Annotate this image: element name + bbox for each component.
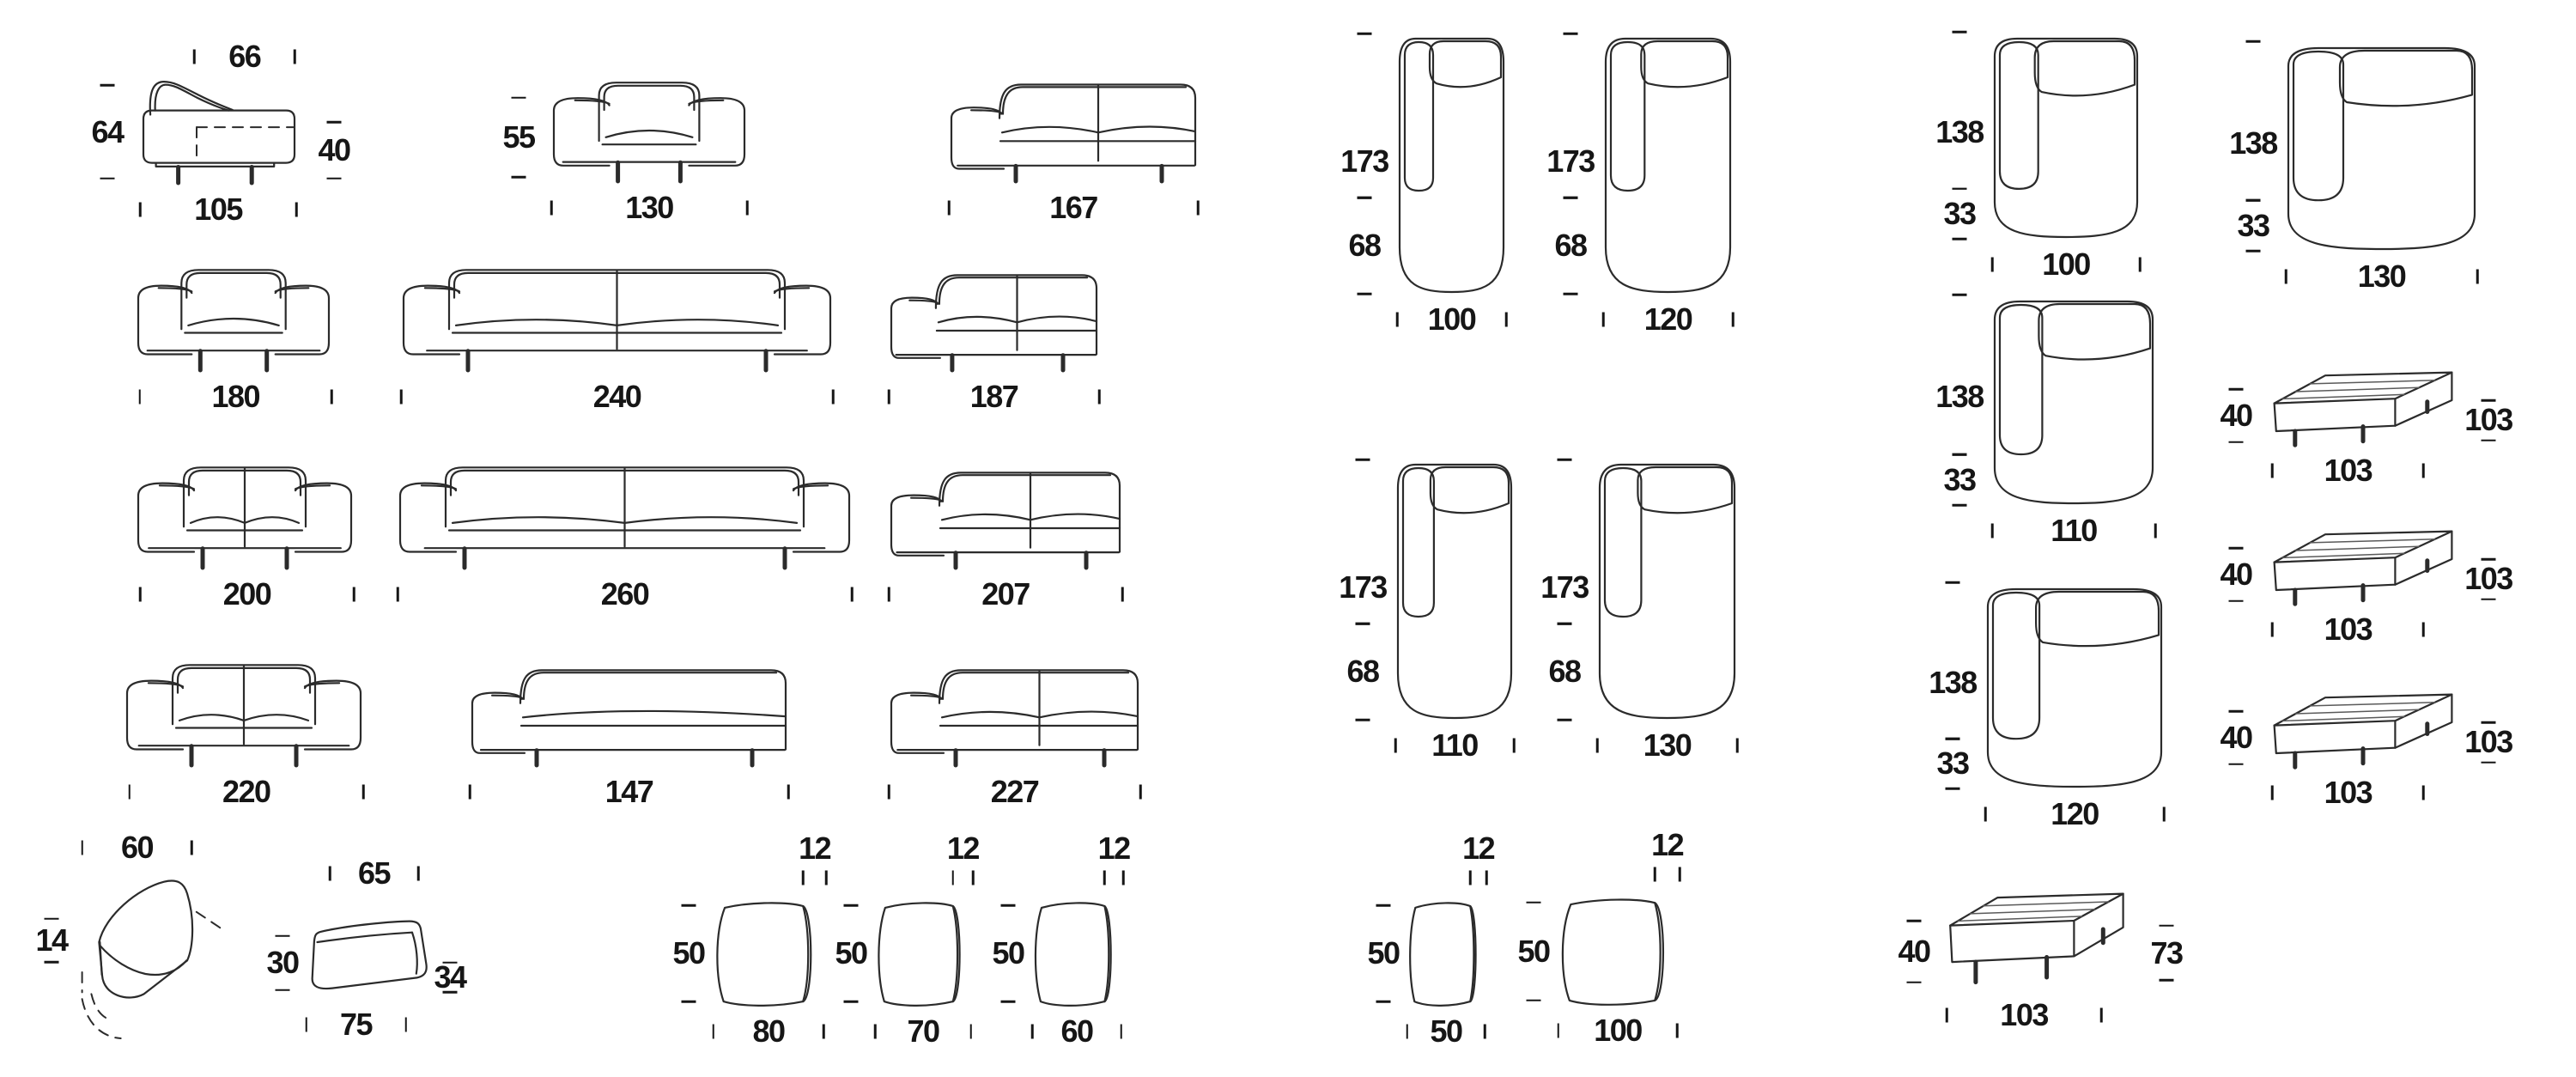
dimension-label: 180 bbox=[211, 379, 260, 414]
dimension-tick bbox=[139, 587, 142, 602]
dimension-tick bbox=[2482, 721, 2496, 724]
dimension-tick bbox=[2422, 786, 2425, 800]
dimension-tick bbox=[2160, 979, 2174, 982]
side-profile-sofa-drawing bbox=[140, 79, 300, 184]
dimension-tick bbox=[100, 178, 115, 180]
dimension-tick bbox=[2246, 250, 2261, 253]
dimension-label: 173 bbox=[1540, 569, 1589, 605]
dimension-tick bbox=[2271, 786, 2274, 800]
dimension-label: 40 bbox=[318, 132, 350, 167]
dimension-tick bbox=[1953, 188, 1967, 191]
dimension-label: 12 bbox=[799, 831, 831, 866]
dimension-tick bbox=[2154, 524, 2157, 538]
dimension-tick bbox=[1376, 1001, 1391, 1003]
dimension-tick bbox=[2246, 199, 2261, 202]
dimension-tick bbox=[682, 904, 696, 907]
dimension-tick bbox=[1984, 807, 1987, 822]
dimension-tick bbox=[823, 1025, 825, 1039]
dimension-tick bbox=[1991, 258, 1994, 272]
dimension-label: 65 bbox=[357, 855, 391, 891]
dimension-tick bbox=[2271, 464, 2274, 478]
dimension-label: 33 bbox=[2237, 207, 2269, 243]
corner-module-110-drawing bbox=[1992, 299, 2155, 505]
dimension-tick bbox=[1946, 581, 1960, 584]
dimension-tick bbox=[1953, 238, 1967, 240]
dimension-label: 103 bbox=[2464, 402, 2512, 438]
dimension-label: 103 bbox=[2000, 997, 2048, 1032]
dimension-label: 55 bbox=[502, 119, 535, 155]
dimension-tick bbox=[2482, 599, 2496, 601]
chaise-module-100-drawing bbox=[1397, 36, 1506, 294]
chaise-module-110-drawing bbox=[1395, 462, 1514, 720]
dimension-tick bbox=[874, 1025, 877, 1039]
sofa-220 bbox=[125, 661, 363, 766]
dimension-label: 110 bbox=[1431, 727, 1478, 763]
dimension-tick bbox=[825, 871, 828, 885]
dimension-label: 103 bbox=[2464, 724, 2512, 760]
dimension-tick bbox=[1564, 197, 1578, 199]
dimension-tick bbox=[1485, 871, 1488, 885]
dimension-tick bbox=[1505, 313, 1508, 327]
dimension-label: 130 bbox=[2357, 259, 2406, 294]
dimension-tick bbox=[1197, 201, 1200, 216]
dimension-tick bbox=[1991, 524, 1994, 538]
dimension-tick bbox=[1527, 901, 1541, 904]
dimension-tick bbox=[2285, 270, 2287, 284]
back-cushion-60 bbox=[1030, 900, 1123, 1009]
dimension-tick bbox=[1564, 33, 1578, 35]
dimension-label: 130 bbox=[1643, 727, 1692, 763]
dimension-tick bbox=[294, 50, 296, 64]
open-end-module-187 bbox=[889, 266, 1099, 371]
sofa-180-drawing bbox=[136, 266, 331, 371]
dimension-label: 50 bbox=[835, 935, 867, 971]
dimension-tick bbox=[128, 785, 131, 800]
dimension-label: 147 bbox=[605, 774, 653, 809]
dimension-tick bbox=[1396, 313, 1399, 327]
dimension-tick bbox=[305, 1018, 307, 1032]
dimension-label: 173 bbox=[1340, 143, 1388, 180]
dimension-label: 103 bbox=[2324, 612, 2372, 647]
dimension-tick bbox=[1394, 739, 1397, 753]
dimension-label: 66 bbox=[228, 39, 261, 74]
dimension-tick bbox=[1946, 788, 1960, 790]
dimension-tick bbox=[329, 867, 331, 881]
dimension-label: 100 bbox=[1427, 301, 1476, 337]
dimension-tick bbox=[1953, 294, 1967, 296]
dimension-tick bbox=[397, 587, 399, 602]
dimension-tick bbox=[2229, 388, 2244, 391]
back-cushion-75 bbox=[305, 916, 429, 996]
dimension-tick bbox=[45, 961, 59, 964]
dimension-tick bbox=[1358, 197, 1372, 199]
dimension-tick bbox=[362, 785, 365, 800]
dimension-tick bbox=[969, 1025, 972, 1039]
dimension-tick bbox=[276, 934, 290, 937]
dimension-tick bbox=[331, 390, 333, 405]
dimension-tick bbox=[888, 785, 890, 800]
back-cushion-80-drawing bbox=[711, 900, 826, 1009]
dimension-tick bbox=[81, 841, 83, 855]
dimension-label: 60 bbox=[120, 830, 154, 865]
dimension-tick bbox=[1564, 293, 1578, 295]
ottoman-103-middle bbox=[2269, 528, 2458, 605]
dimension-label: 12 bbox=[1462, 831, 1495, 866]
dimension-label: 68 bbox=[1348, 228, 1381, 264]
dimension-label: 50 bbox=[992, 935, 1024, 971]
back-cushion-100-drawing bbox=[1556, 897, 1680, 1008]
dimension-tick bbox=[2229, 441, 2244, 443]
corner-module-130-drawing bbox=[2286, 46, 2477, 251]
dimension-tick bbox=[353, 587, 355, 602]
dimension-label: 120 bbox=[1643, 301, 1692, 337]
dimension-label: 138 bbox=[1935, 379, 1984, 415]
dimension-tick bbox=[1098, 390, 1101, 405]
dimension-tick bbox=[1139, 785, 1142, 800]
dimension-tick bbox=[746, 201, 749, 216]
dimension-label: 50 bbox=[1367, 935, 1400, 971]
dimension-tick bbox=[948, 201, 951, 216]
back-cushion-50-drawing bbox=[1406, 900, 1486, 1009]
dimension-tick bbox=[1732, 313, 1735, 327]
side-profile-sofa bbox=[140, 79, 300, 184]
armchair-130 bbox=[551, 79, 747, 182]
dimension-label: 173 bbox=[1339, 569, 1387, 605]
dimension-tick bbox=[2160, 924, 2174, 927]
dimension-tick bbox=[512, 96, 526, 99]
open-end-module-207-drawing bbox=[889, 464, 1122, 569]
dimension-tick bbox=[1953, 31, 1967, 33]
dimension-label: 103 bbox=[2324, 453, 2372, 488]
dimension-label: 80 bbox=[752, 1013, 785, 1049]
dimension-label: 220 bbox=[222, 774, 270, 809]
dimension-tick bbox=[1558, 623, 1572, 625]
sofa-180 bbox=[136, 266, 331, 371]
open-end-module-207 bbox=[889, 464, 1122, 569]
corner-module-100 bbox=[1992, 36, 2140, 239]
dimension-tick bbox=[1946, 738, 1960, 740]
dimension-label: 40 bbox=[1898, 933, 1930, 969]
dimension-label: 75 bbox=[339, 1007, 373, 1042]
back-cushion-80 bbox=[711, 900, 826, 1009]
dimension-label: 120 bbox=[2050, 796, 2099, 831]
dimension-tick bbox=[193, 50, 196, 64]
dimension-tick bbox=[1558, 459, 1572, 461]
dimension-label: 68 bbox=[1346, 654, 1379, 690]
dimension-tick bbox=[2163, 807, 2166, 822]
headrest-60 bbox=[79, 872, 234, 1039]
corner-module-110 bbox=[1992, 299, 2155, 505]
corner-module-130 bbox=[2286, 46, 2477, 251]
dimension-tick bbox=[1122, 871, 1125, 885]
open-end-module-187-drawing bbox=[889, 266, 1099, 371]
ottoman-103-bottom-drawing bbox=[2269, 691, 2458, 769]
dimension-tick bbox=[2482, 558, 2496, 561]
dimension-tick bbox=[417, 867, 420, 881]
dimension-label: 12 bbox=[1097, 831, 1130, 866]
dimension-label: 50 bbox=[1430, 1013, 1462, 1049]
dimension-tick bbox=[1736, 739, 1739, 753]
chaise-module-110 bbox=[1395, 462, 1514, 720]
dimension-label: 240 bbox=[592, 379, 641, 414]
dimension-tick bbox=[851, 587, 854, 602]
dimension-tick bbox=[1121, 1025, 1123, 1039]
dimension-tick bbox=[1001, 904, 1016, 907]
back-cushion-70-drawing bbox=[873, 900, 973, 1009]
dimension-tick bbox=[1356, 459, 1370, 461]
dimension-tick bbox=[2422, 623, 2425, 637]
dimension-label: 14 bbox=[35, 922, 68, 958]
dimension-tick bbox=[295, 203, 298, 217]
dimension-tick bbox=[404, 1018, 407, 1032]
dimension-label: 60 bbox=[1060, 1013, 1093, 1049]
dimension-tick bbox=[191, 841, 193, 855]
chaise-module-130 bbox=[1597, 462, 1737, 720]
dimension-tick bbox=[1596, 739, 1599, 753]
sofa-240-drawing bbox=[401, 266, 833, 371]
sofa-220-drawing bbox=[125, 661, 363, 766]
dimension-tick bbox=[802, 871, 805, 885]
dimension-tick bbox=[1558, 719, 1572, 721]
dimension-tick bbox=[1031, 1025, 1034, 1039]
dimension-tick bbox=[327, 178, 342, 180]
dimension-label: 103 bbox=[2464, 561, 2512, 597]
dimension-label: 33 bbox=[1943, 196, 1976, 231]
dimension-tick bbox=[2476, 270, 2479, 284]
dimension-tick bbox=[1513, 739, 1516, 753]
dimension-tick bbox=[1376, 904, 1391, 907]
dimension-label: 40 bbox=[2220, 398, 2252, 433]
open-end-module-147 bbox=[470, 661, 788, 766]
dimension-tick bbox=[2422, 464, 2425, 478]
corner-module-120 bbox=[1985, 587, 2164, 788]
dimension-tick bbox=[1527, 1000, 1541, 1002]
dimension-label: 73 bbox=[2150, 934, 2183, 971]
bench-103 bbox=[1947, 889, 2129, 985]
sofa-200 bbox=[136, 464, 354, 569]
open-end-module-167 bbox=[949, 76, 1198, 182]
dimension-tick bbox=[832, 390, 835, 405]
dimension-tick bbox=[1358, 293, 1372, 295]
sofa-260 bbox=[398, 464, 852, 569]
dimension-tick bbox=[1001, 1001, 1016, 1003]
dimension-tick bbox=[1676, 1024, 1679, 1038]
dimension-tick bbox=[2482, 762, 2496, 764]
back-cushion-60-drawing bbox=[1030, 900, 1123, 1009]
dimension-tick bbox=[1907, 920, 1922, 922]
sofa-200-drawing bbox=[136, 464, 354, 569]
dimension-label: 260 bbox=[600, 576, 649, 612]
dimension-tick bbox=[2229, 710, 2244, 713]
corner-module-100-drawing bbox=[1992, 36, 2140, 239]
dimension-tick bbox=[1953, 453, 1967, 456]
open-end-module-167-drawing bbox=[949, 76, 1198, 182]
dimension-tick bbox=[888, 587, 890, 602]
dimension-tick bbox=[2229, 763, 2244, 765]
dimension-tick bbox=[400, 390, 403, 405]
dimension-tick bbox=[1654, 867, 1656, 882]
dimension-tick bbox=[512, 176, 526, 179]
dimension-label: 40 bbox=[2220, 720, 2252, 755]
dimension-label: 50 bbox=[1517, 933, 1550, 969]
dimension-tick bbox=[2482, 440, 2496, 442]
dimension-tick bbox=[1953, 504, 1967, 507]
dimension-tick bbox=[327, 121, 342, 124]
chaise-module-120-drawing bbox=[1603, 36, 1733, 294]
chaise-module-100 bbox=[1397, 36, 1506, 294]
dimension-label: 70 bbox=[907, 1013, 939, 1049]
dimension-tick bbox=[1602, 313, 1605, 327]
dimension-tick bbox=[139, 203, 142, 217]
sofa-240 bbox=[401, 266, 833, 371]
dimension-label: 227 bbox=[990, 774, 1039, 809]
back-cushion-70 bbox=[873, 900, 973, 1009]
dimension-label: 173 bbox=[1546, 143, 1595, 180]
headrest-60-drawing bbox=[79, 872, 234, 1039]
dimension-tick bbox=[100, 84, 115, 87]
dimension-tick bbox=[550, 201, 553, 216]
bench-103-drawing bbox=[1947, 889, 2129, 985]
dimension-tick bbox=[276, 989, 290, 991]
dimension-tick bbox=[2482, 399, 2496, 402]
ottoman-103-top bbox=[2269, 369, 2458, 447]
dimension-label: 110 bbox=[2050, 513, 2097, 548]
dimension-label: 130 bbox=[625, 190, 673, 225]
dimension-label: 138 bbox=[2229, 125, 2277, 161]
dimension-tick bbox=[1469, 871, 1472, 885]
back-cushion-50 bbox=[1406, 900, 1486, 1009]
dimension-tick bbox=[787, 785, 790, 800]
dimension-label: 138 bbox=[1929, 664, 1977, 700]
dimension-label: 207 bbox=[981, 576, 1030, 612]
back-cushion-75-drawing bbox=[305, 916, 429, 996]
dimension-label: 68 bbox=[1548, 654, 1581, 690]
dimension-label: 64 bbox=[91, 113, 124, 149]
dimension-tick bbox=[138, 390, 141, 405]
open-end-module-227 bbox=[889, 661, 1140, 766]
dimension-tick bbox=[682, 1001, 696, 1003]
dimension-tick bbox=[2229, 599, 2244, 602]
dimension-tick bbox=[2229, 547, 2244, 550]
dimension-tick bbox=[1679, 867, 1681, 882]
dimension-label: 187 bbox=[969, 379, 1018, 414]
armchair-130-drawing bbox=[551, 79, 747, 182]
dimension-tick bbox=[1558, 1024, 1560, 1038]
dimension-tick bbox=[1484, 1025, 1486, 1039]
dimension-label: 105 bbox=[194, 192, 242, 227]
sofa-260-drawing bbox=[398, 464, 852, 569]
dimension-tick bbox=[1946, 1008, 1948, 1023]
dimension-tick bbox=[1356, 719, 1370, 721]
dimension-tick bbox=[1406, 1025, 1409, 1039]
open-end-module-227-drawing bbox=[889, 661, 1140, 766]
dimension-label: 50 bbox=[672, 935, 705, 971]
dimension-tick bbox=[1121, 587, 1124, 602]
dimension-label: 100 bbox=[1594, 1013, 1642, 1048]
dimension-tick bbox=[888, 390, 890, 405]
dimension-tick bbox=[2271, 623, 2274, 637]
dimension-label: 12 bbox=[1651, 827, 1684, 862]
dimension-tick bbox=[1103, 871, 1106, 885]
dimension-label: 200 bbox=[222, 576, 271, 612]
dimension-tick bbox=[972, 871, 975, 885]
dimension-tick bbox=[469, 785, 471, 800]
dimension-tick bbox=[1356, 623, 1370, 625]
dimension-tick bbox=[1358, 33, 1372, 35]
dimension-tick bbox=[45, 917, 59, 920]
dimension-tick bbox=[2100, 1008, 2103, 1023]
ottoman-103-middle-drawing bbox=[2269, 528, 2458, 605]
open-end-module-147-drawing bbox=[470, 661, 788, 766]
dimension-tick bbox=[844, 904, 859, 907]
ottoman-103-bottom bbox=[2269, 691, 2458, 769]
dimension-label: 12 bbox=[946, 831, 979, 866]
dimension-tick bbox=[952, 871, 955, 885]
dimension-tick bbox=[2246, 40, 2261, 43]
dimension-label: 167 bbox=[1049, 190, 1097, 225]
back-cushion-100 bbox=[1556, 897, 1680, 1008]
chaise-module-130-drawing bbox=[1597, 462, 1737, 720]
dimension-label: 68 bbox=[1554, 228, 1587, 264]
dimension-label: 103 bbox=[2324, 775, 2372, 810]
dimension-label: 33 bbox=[1936, 745, 1969, 782]
corner-module-120-drawing bbox=[1985, 587, 2164, 788]
dimension-label: 138 bbox=[1935, 114, 1984, 150]
ottoman-103-top-drawing bbox=[2269, 369, 2458, 447]
dimension-tick bbox=[1907, 981, 1922, 983]
dimension-label: 34 bbox=[434, 958, 466, 995]
dimension-label: 33 bbox=[1943, 461, 1976, 497]
dimension-tick bbox=[712, 1025, 714, 1039]
dimension-label: 40 bbox=[2220, 557, 2252, 592]
dimension-tick bbox=[2139, 258, 2142, 272]
chaise-module-120 bbox=[1603, 36, 1733, 294]
dimension-label: 30 bbox=[266, 945, 299, 980]
dimension-label: 100 bbox=[2042, 246, 2090, 282]
dimension-tick bbox=[844, 1001, 859, 1003]
